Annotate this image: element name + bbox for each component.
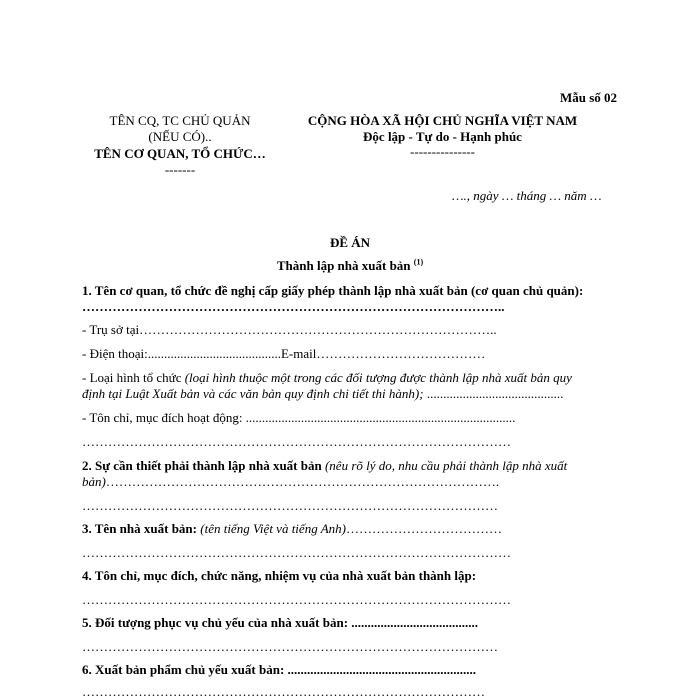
phone-email-field: - Điện thoại:.........................................E-mail…………………………………	[82, 346, 486, 361]
section-2-line-1	[82, 458, 567, 474]
org-type-line-2	[82, 386, 563, 402]
parent-agency-note: (NẾU CÓ)..	[148, 129, 212, 144]
footnote-marker: (1)	[413, 257, 424, 267]
agency-name: TÊN CƠ QUAN, TỔ CHỨC…	[94, 146, 266, 161]
org-type-hint-2: định tại Luật Xuất bản và các văn bản quy định chi tiết thi hành);	[82, 386, 424, 401]
section-3-inline-dots: ………………………………	[345, 521, 502, 536]
section-5-line	[82, 615, 478, 631]
section-3-dots: ………………………………………………………………………………………	[82, 545, 511, 560]
section-5-dots: ……………………………………………………………………………………	[82, 639, 498, 654]
section-1-dots: ……………………………………………………………………………………..	[82, 299, 505, 314]
section-6-line	[82, 662, 476, 678]
section-3-line	[82, 521, 502, 537]
section-2-inline-dots: ……………………………………………………………………………….	[105, 474, 500, 489]
section-6-inline-dots: ..........................................................	[284, 662, 477, 677]
national-motto: Độc lập - Tự do - Hạnh phúc	[363, 129, 522, 144]
address-field: - Trụ sở tại………………………………………………………………………..	[82, 322, 497, 337]
right-header-divider: ---------------	[410, 144, 475, 159]
date-line: …., ngày … tháng … năm …	[452, 188, 602, 203]
section-4-heading: 4. Tôn chỉ, mục đích, chức năng, nhiệm vụ của nhà xuất bản thành lập:	[82, 568, 477, 583]
section-6-heading: 6. Xuất bản phẩm chủ yếu xuất bản:	[82, 662, 285, 677]
section-2-heading: 2. Sự cần thiết phải thành lập nhà xuất bản	[82, 458, 322, 473]
section-2-hint-2: bản)	[82, 474, 106, 489]
section-4-dots: ………………………………………………………………………………………	[82, 592, 511, 607]
org-type-label: - Loại hình tổ chức	[82, 370, 185, 385]
section-3-hint: (tên tiếng Việt và tiếng Anh)	[197, 521, 346, 536]
document-subtitle	[0, 258, 700, 274]
parent-agency-line: TÊN CQ, TC CHỦ QUẢN	[109, 113, 251, 128]
document-title: ĐỀ ÁN	[329, 235, 371, 250]
org-type-line-1	[82, 370, 572, 386]
purpose-dots: ………………………………………………………………………………………	[82, 434, 511, 449]
section-2-dots: ……………………………………………………………………………………	[82, 498, 498, 513]
right-header	[290, 113, 595, 159]
section-5-inline-dots: .......................................	[348, 615, 479, 630]
section-1-heading: 1. Tên cơ quan, tổ chức đề nghị cấp giấy phép thành lập nhà xuất bản (cơ quan chủ quản):	[82, 283, 584, 298]
section-5-heading: 5. Đối tượng phục vụ chủ yếu của nhà xuất bản:	[82, 615, 349, 630]
form-code: Mẫu số 02	[560, 90, 618, 105]
purpose-field: - Tôn chỉ, mục đích hoạt động: ...................................................................................	[82, 410, 516, 425]
country-name: CỘNG HÒA XÃ HỘI CHỦ NGHĨA VIỆT NAM	[307, 113, 578, 128]
left-header	[80, 113, 280, 177]
section-2-line-2	[82, 474, 499, 490]
section-6-dots: …………………………………………………………………………………	[82, 684, 485, 699]
left-header-divider: -------	[164, 162, 196, 177]
section-3-heading: 3. Tên nhà xuất bản:	[82, 521, 197, 536]
document-subtitle-text: Thành lập nhà xuất bản	[276, 258, 411, 273]
section-2-hint-1: (nêu rõ lý do, nhu cầu phải thành lập nhà xuất	[321, 458, 568, 473]
org-type-hint-1: (loại hình thuộc một trong các đối tượng được thành lập nhà xuất bản quy	[184, 370, 572, 385]
org-type-dots: ..........................................	[423, 386, 564, 401]
